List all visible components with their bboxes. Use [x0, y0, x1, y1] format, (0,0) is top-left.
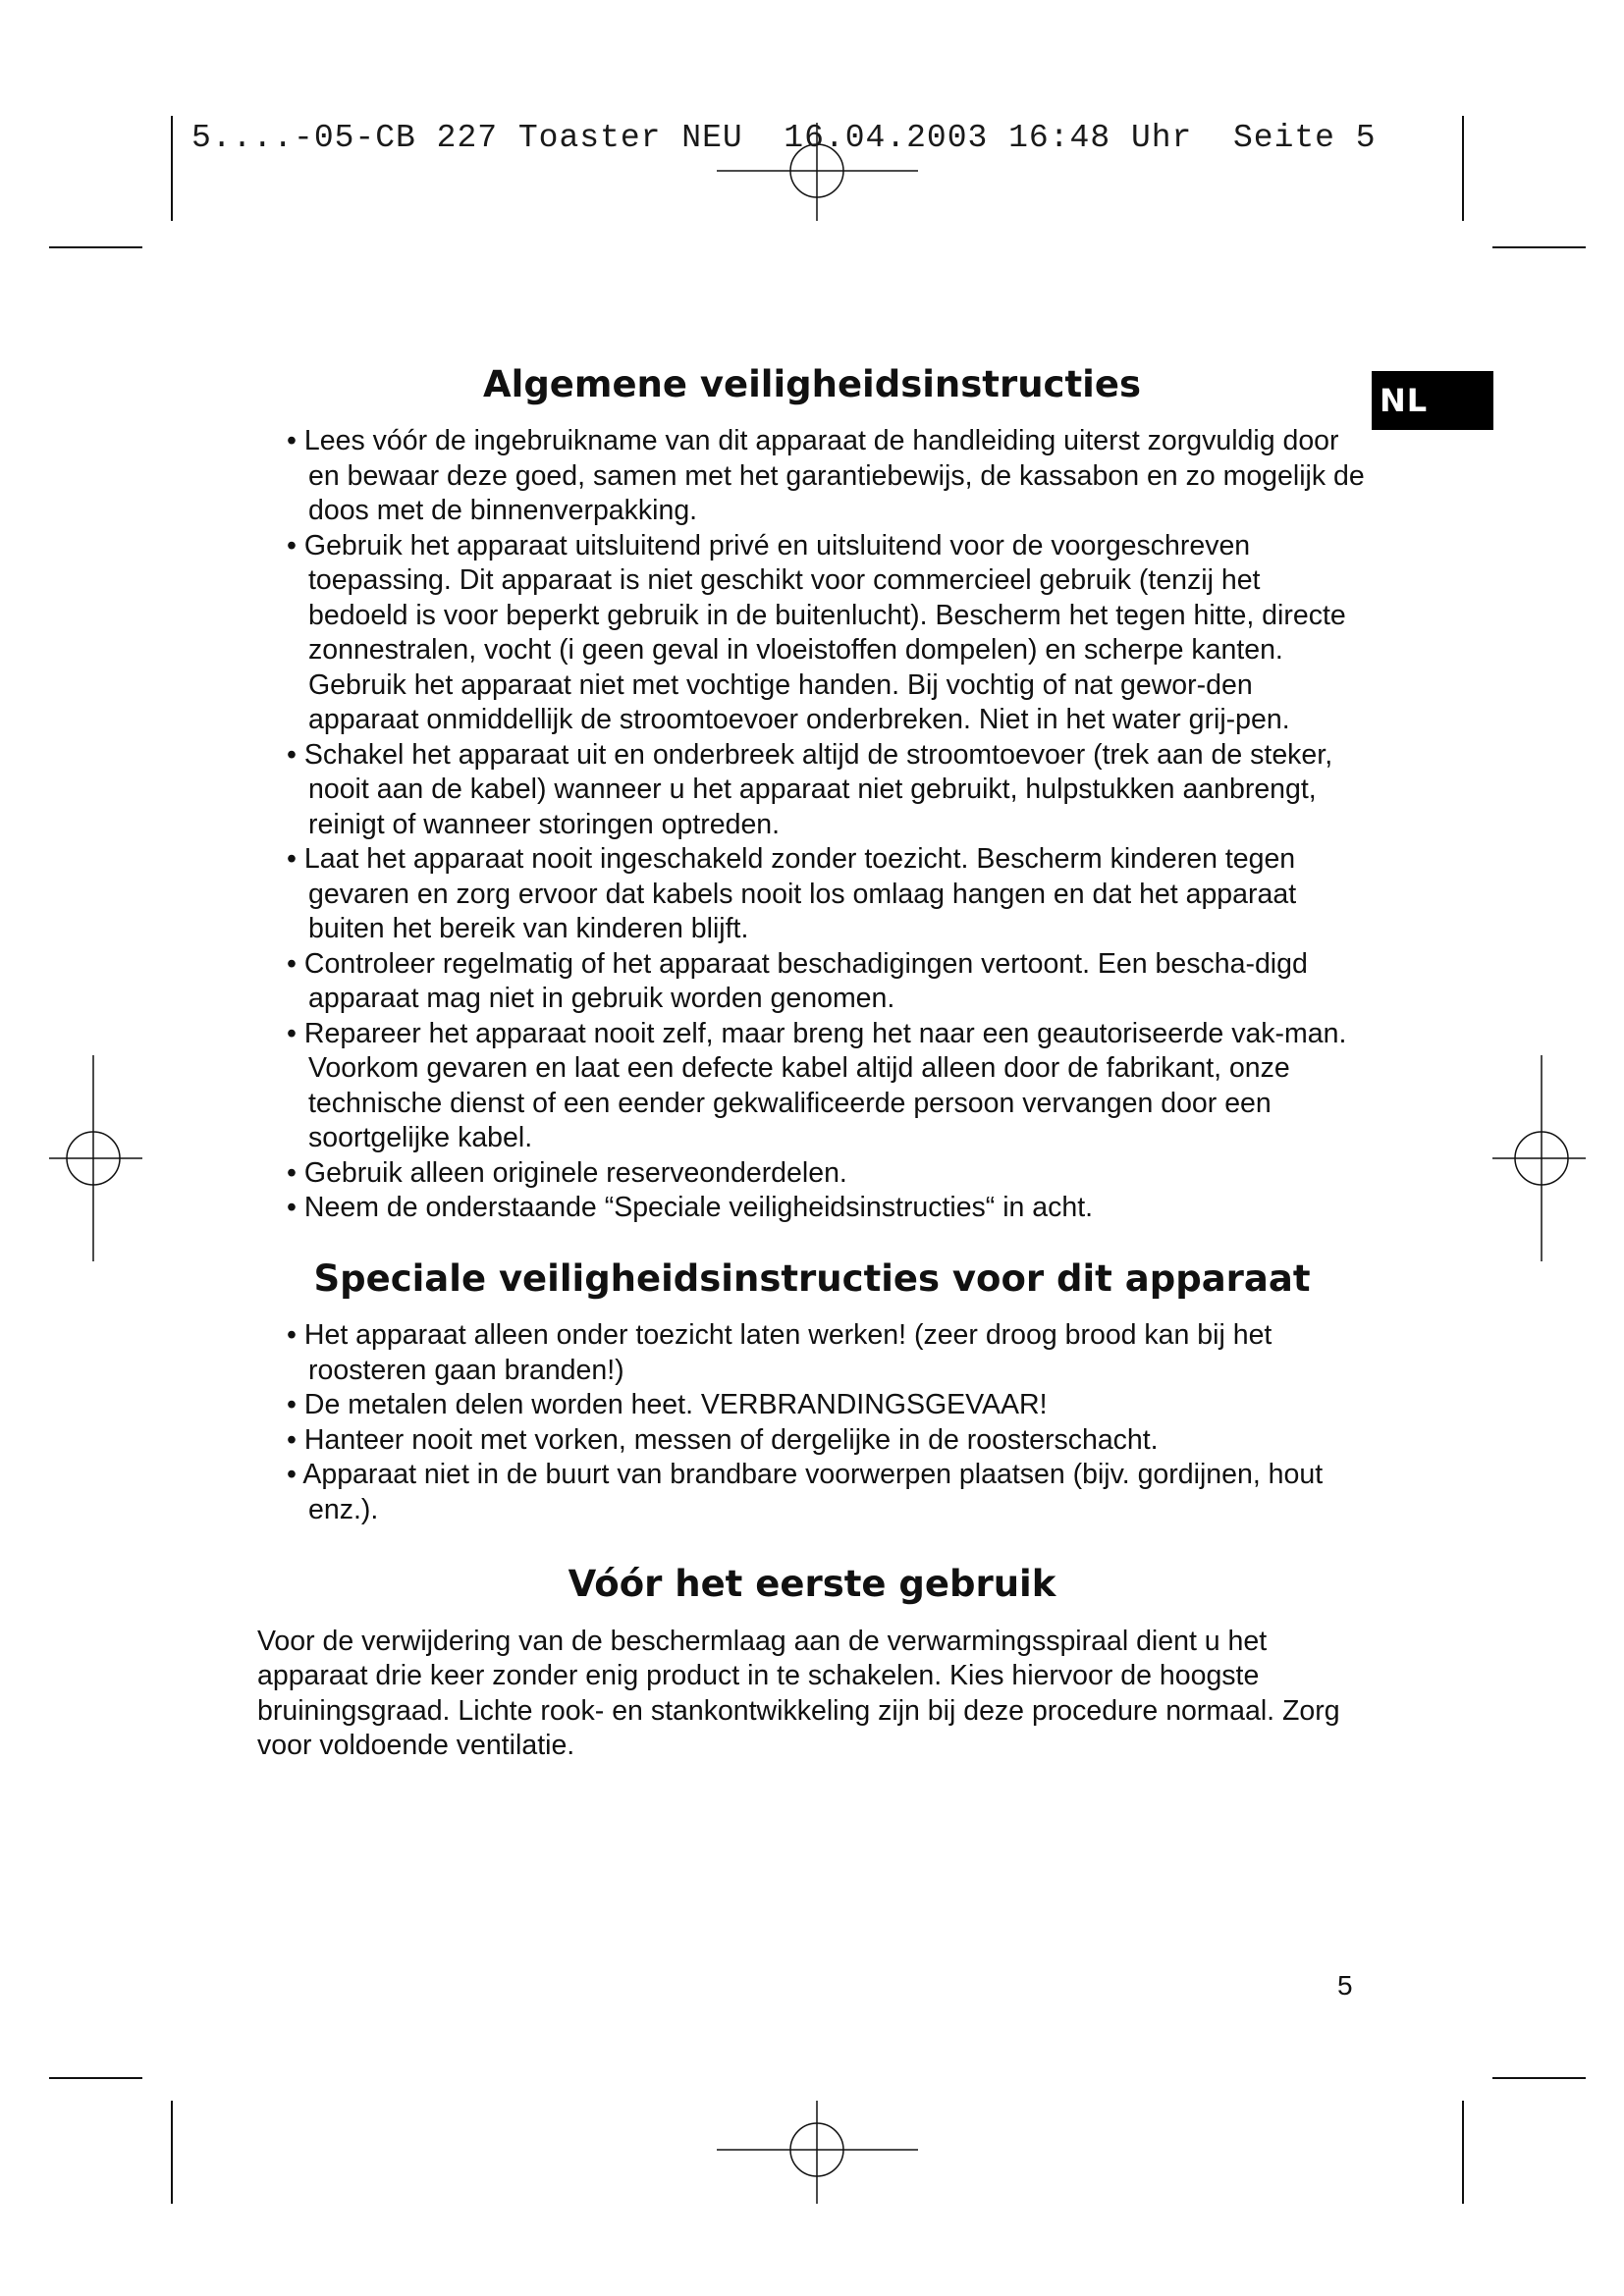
list-item: • Repareer het apparaat nooit zelf, maar breng het naar een geautoriseerde vak-man. Voorkom gevaren en laat een defecte kabel altijd alleen door de fabrikant, onze technische dienst of een eender gekwalificeerde persoon vervangen door een soortgelijke kabel.	[257, 1017, 1367, 1156]
first-use-title: Vóór het eerste gebruik	[568, 1563, 1056, 1606]
general-safety-title: Algemene veiligheidsinstructies	[483, 363, 1141, 405]
first-use-body: Voor de verwijdering van de beschermlaag aan de verwarmingsspiraal dient u het apparaat drie keer zonder enig product in te schakelen. Kies hiervoor de hoogste bruiningsgraad. Lichte rook- en stankontwikkeling zijn bij deze procedure normaal. Zorg voor voldoende ventilatie.	[257, 1625, 1340, 1762]
list-item: • Laat het apparaat nooit ingeschakeld zonder toezicht. Bescherm kinderen tegen gevaren en zorg ervoor dat kabels nooit los omlaag hangen en dat het apparaat buiten het bereik van kinderen blijft.	[257, 842, 1367, 947]
special-safety-title: Speciale veiligheidsinstructies voor dit apparaat	[313, 1256, 1311, 1300]
general-safety-list	[257, 424, 1367, 1226]
list-item: • Gebruik het apparaat uitsluitend privé en uitsluitend voor de voorgeschreven toepassing. Dit apparaat is niet geschikt voor commercieel gebruik (tenzij het bedoeld is voor beperkt gebruik in de buitenlucht). Bescherm het tegen hitte, directe zonnestralen, vocht (i geen geval in vloeistoffen dompelen) en scherpe kanten. Gebruik het apparaat niet met vochtige handen. Bij vochtig of nat gewor-den apparaat onmiddellijk de stroomtoevoer onderbreken. Niet in het water grij-pen.	[257, 529, 1367, 738]
list-item: • Apparaat niet in de buurt van brandbare voorwerpen plaatsen (bijv. gordijnen, hout enz.).	[257, 1458, 1367, 1527]
language-tab: NL	[1372, 371, 1493, 430]
list-item: • Controleer regelmatig of het apparaat beschadigingen vertoont. Een bescha-digd apparaat mag niet in gebruik worden genomen.	[257, 947, 1367, 1017]
list-item: • De metalen delen worden heet. VERBRANDINGSGEVAAR!	[257, 1388, 1367, 1423]
page-number: 5	[1337, 1970, 1353, 2001]
page-content	[257, 353, 1367, 1764]
first-use-section	[257, 1563, 1367, 1763]
special-safety-list	[257, 1318, 1367, 1527]
list-item: • Lees vóór de ingebruikname van dit apparaat de handleiding uiterst zorgvuldig door en bewaar deze goed, samen met het garantiebewijs, de kassabon en zo mogelijk de doos met de binnenverpakking.	[257, 424, 1367, 529]
print-job-header: 5....-05-CB 227 Toaster NEU 16.04.2003 16:48 Uhr Seite 5	[191, 120, 1377, 156]
list-item: • Schakel het apparaat uit en onderbreek altijd de stroomtoevoer (trek aan de steker, nooit aan de kabel) wanneer u het apparaat niet gebruikt, hulpstukken aanbrengt, reinigt of wanneer storingen optreden.	[257, 738, 1367, 843]
special-safety-section	[257, 1257, 1367, 1527]
list-item: • Neem de onderstaande “Speciale veiligheidsinstructies“ in acht.	[257, 1191, 1367, 1226]
list-item: • Hanteer nooit met vorken, messen of dergelijke in de roosterschacht.	[257, 1423, 1367, 1459]
list-item: • Gebruik alleen originele reserveonderdelen.	[257, 1156, 1367, 1192]
general-safety-section	[257, 363, 1367, 1226]
list-item: • Het apparaat alleen onder toezicht laten werken! (zeer droog brood kan bij het roosteren gaan branden!)	[257, 1318, 1367, 1388]
